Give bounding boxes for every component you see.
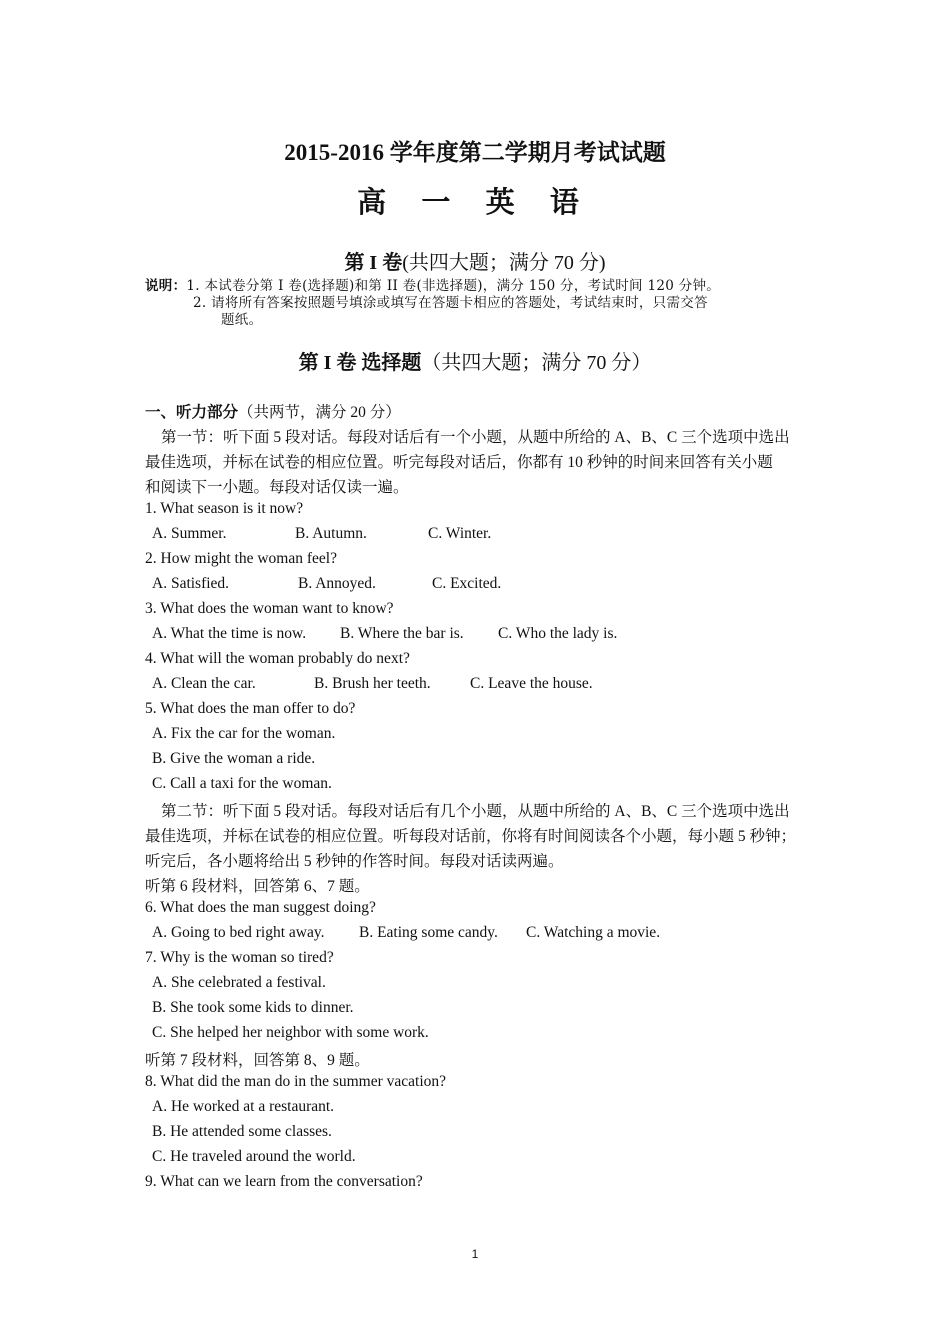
q7-option-a: A. She celebrated a festival. <box>152 974 326 991</box>
q7-option-b: B. She took some kids to dinner. <box>152 999 354 1016</box>
q1-option-b: B. Autumn. <box>295 525 367 542</box>
question-2: 2. How might the woman feel? <box>145 550 337 567</box>
instructions-label: 说明： <box>145 278 187 294</box>
exam-title: 2015-2016 学年度第二学期月考试试题 <box>284 140 666 165</box>
subject-title: 高 一 英 语 <box>357 187 593 219</box>
sec2-intro-3: 听完后，各小题将给出 5 秒钟的作答时间。每段对话读两遍。 <box>145 853 564 870</box>
section-heading-rest: （共四大题；满分 70 分） <box>421 352 652 374</box>
q6-option-c: C. Watching a movie. <box>526 924 661 941</box>
instructions-line-2: 2. 请将所有答案按照题号填涂或填写在答题卡相应的答题处，考试结束时，只需交答 <box>193 295 708 311</box>
q4-option-a: A. Clean the car. <box>152 675 256 692</box>
q4-option-b: B. Brush her teeth. <box>314 675 431 692</box>
sec2-intro-2: 最佳选项，并标在试卷的相应位置。听每段对话前，你将有时间阅读各个小题，每小题 5 秒钟； <box>145 828 797 845</box>
q8-option-a: A. He worked at a restaurant. <box>152 1098 335 1115</box>
question-5: 5. What does the man offer to do? <box>145 700 356 717</box>
q2-option-b: B. Annoyed. <box>298 575 376 592</box>
sec1-intro-3: 和阅读下一小题。每段对话仅读一遍。 <box>145 479 409 496</box>
q3-option-c: C. Who the lady is. <box>498 625 618 642</box>
q3-option-b: B. Where the bar is. <box>340 625 464 642</box>
sec1-intro-2: 最佳选项，并标在试卷的相应位置。听完每段对话后，你都有 10 秒钟的时间来回答有关小题 <box>145 454 773 471</box>
q6-option-b: B. Eating some candy. <box>359 924 498 941</box>
q4-option-c: C. Leave the house. <box>470 675 593 692</box>
q3-option-a: A. What the time is now. <box>152 625 307 642</box>
q2-option-c: C. Excited. <box>432 575 502 592</box>
page-number: 1 <box>471 1247 479 1261</box>
q5-option-b: B. Give the woman a ride. <box>152 750 316 767</box>
sec1-intro-1: 第一节：听下面 5 段对话。每段对话后有一个小题，从题中所给的 A、B、C 三个选项中选出 <box>161 429 790 446</box>
material-6-note: 听第 6 段材料，回答第 6、7 题。 <box>145 878 370 895</box>
q1-option-c: C. Winter. <box>428 525 492 542</box>
question-6: 6. What does the man suggest doing? <box>145 899 376 916</box>
material-7-note: 听第 7 段材料，回答第 8、9 题。 <box>145 1052 370 1069</box>
question-9: 9. What can we learn from the conversation? <box>145 1173 423 1190</box>
question-7: 7. Why is the woman so tired? <box>145 949 334 966</box>
q2-option-a: A. Satisfied. <box>152 575 230 592</box>
question-3: 3. What does the woman want to know? <box>145 600 394 617</box>
question-8: 8. What did the man do in the summer vacation? <box>145 1073 447 1090</box>
q8-option-c: C. He traveled around the world. <box>152 1148 356 1165</box>
volume-heading-bold: 第 I 卷 <box>344 252 403 274</box>
q6-option-a: A. Going to bed right away. <box>152 924 325 941</box>
sec2-intro-1: 第二节：听下面 5 段对话。每段对话后有几个小题，从题中所给的 A、B、C 三个选项中选出 <box>161 803 790 820</box>
question-4: 4. What will the woman probably do next? <box>145 650 410 667</box>
question-1: 1. What season is it now? <box>145 500 304 517</box>
volume-heading <box>0 246 950 275</box>
volume-heading-rest: (共四大题；满分 70 分) <box>402 252 606 274</box>
q8-option-b: B. He attended some classes. <box>152 1123 332 1140</box>
section-heading-bold: 第 I 卷 选择题 <box>298 352 422 374</box>
part1-title: 一、听力部分（共两节，满分 20 分） <box>145 404 401 421</box>
q5-option-c: C. Call a taxi for the woman. <box>152 775 332 792</box>
q7-option-c: C. She helped her neighbor with some work. <box>152 1024 429 1041</box>
instructions-line-1: 说明：1. 本试卷分第 I 卷(选择题)和第 II 卷(非选择题)，满分 150 分，考试时间 120 分钟。 <box>145 278 721 294</box>
q1-option-a: A. Summer. <box>152 525 227 542</box>
instructions-line-3: 题纸。 <box>221 312 263 328</box>
q5-option-a: A. Fix the car for the woman. <box>152 725 336 742</box>
section-heading <box>0 346 950 375</box>
